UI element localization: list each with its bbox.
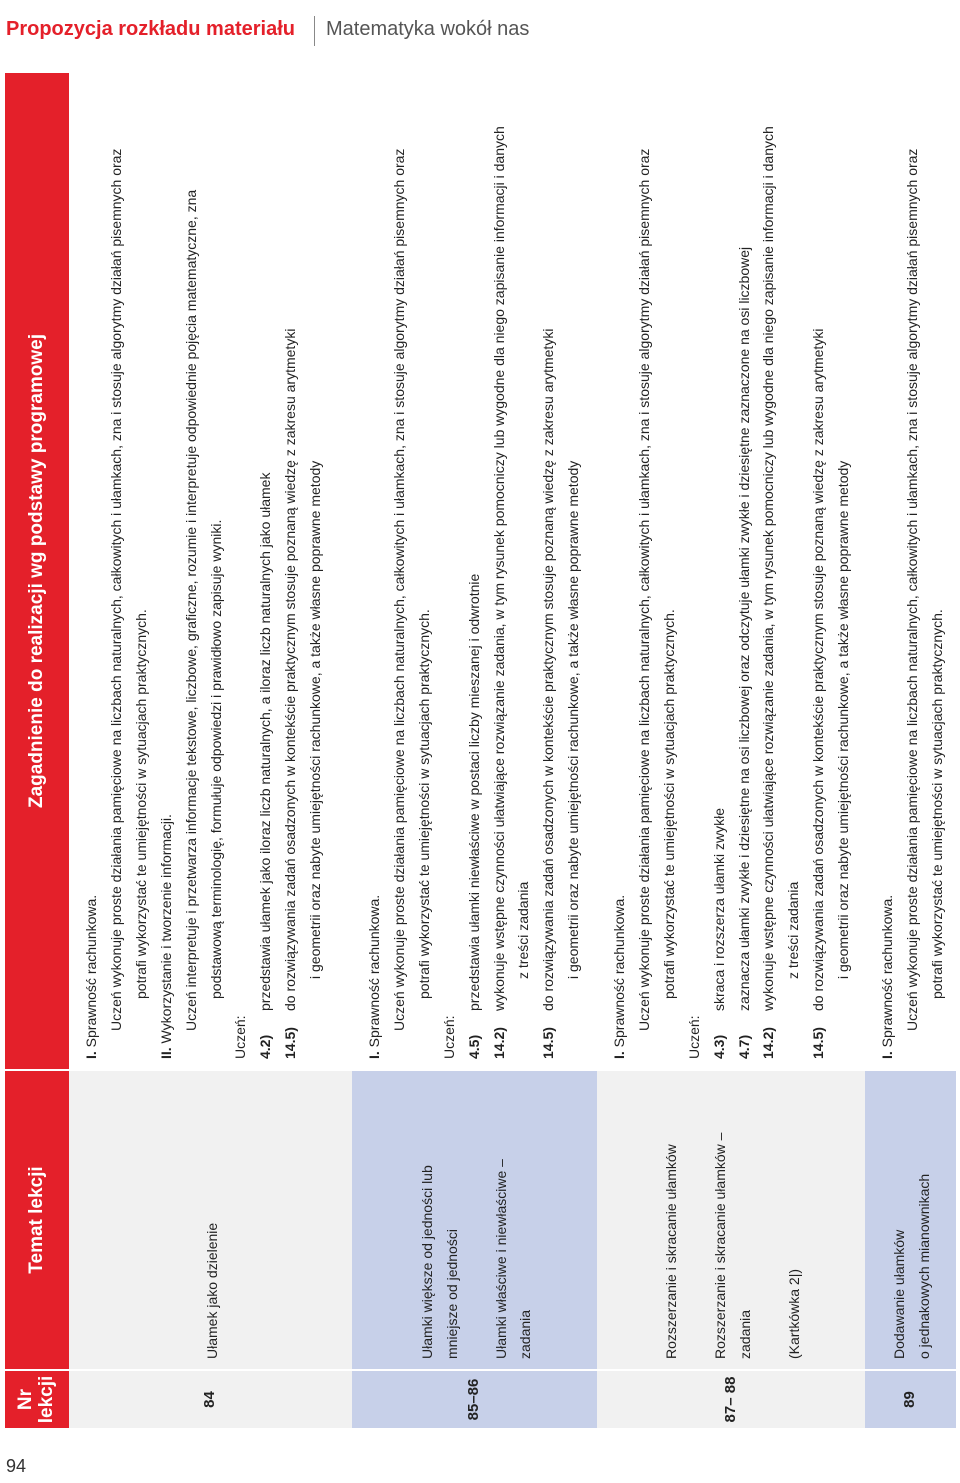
req-line — [875, 83, 900, 1059]
req-text: wykonuje wstępne czynności ułatwiające rozwiązanie zadania, w tym rysunek pomocniczy lub wygodne dla niego zapisanie informacji i danych — [760, 126, 777, 1011]
req-section-title: Wykorzystanie i tworzenie informacji. — [157, 814, 174, 1044]
req-text: przedstawia ułamki niewłaściwe w postaci liczby mieszanej i odwrotnie — [465, 573, 482, 1011]
req-section-number: I. — [879, 1051, 895, 1059]
topic-gap — [465, 1081, 489, 1359]
req-line: Uczeń: — [685, 1015, 702, 1059]
req-text: zaznacza ułamki zwykłe i dziesiętne na osi liczbowej oraz odczytuje ułamki zwykłe i dziesiętne zaznaczone na osi liczbowej — [735, 246, 752, 1011]
table-row — [597, 72, 865, 1428]
req-code: 14.5) — [810, 1027, 827, 1059]
req-line — [462, 83, 487, 1059]
req-line: z treści zadania — [785, 881, 802, 979]
req-line: z treści zadania — [515, 881, 532, 979]
req-text: przedstawia ułamek jako iloraz liczb naturalnych, a iloraz liczb naturalnych jako ułamek — [257, 472, 274, 1011]
lesson-topic — [597, 1070, 865, 1370]
req-line: Uczeń wykonuje proste działania pamięciowe na liczbach naturalnych, całkowitych i ułamkach, zna i stosuje algorytmy działań pisemnych oraz — [635, 148, 652, 1031]
req-text: wykonuje wstępne czynności ułatwiające rozwiązanie zadania, w tym rysunek pomocniczy lub wygodne dla niego zapisanie informacji i danych — [490, 126, 507, 1011]
header-subtitle: Matematyka wokół nas — [326, 18, 530, 40]
topic-line: Rozszerzanie i skracanie ułamków – — [712, 1132, 729, 1359]
req-code: 4.7) — [735, 1034, 752, 1059]
topic-line: zadania — [517, 1309, 534, 1359]
req-line — [756, 83, 781, 1059]
lesson-requirements — [352, 72, 597, 1070]
lesson-requirements — [597, 72, 865, 1070]
req-code: 4.2) — [257, 1034, 274, 1059]
req-line — [607, 83, 632, 1059]
page-number: 94 — [6, 1456, 27, 1476]
req-line: Uczeń interpretuje i przetwarza informacje tekstowe, liczbowe, graficzne, rozumie i interpretuje odpowiednie pojęcia matematyczne, zna — [182, 189, 199, 1031]
req-section-number: I. — [611, 1051, 627, 1059]
req-line — [278, 83, 303, 1059]
header-separator — [314, 16, 315, 46]
req-section-title: Sprawność rachunkowa. — [879, 894, 895, 1048]
req-line — [487, 83, 512, 1059]
req-text: do rozwiązywania zadań osadzonych w kontekście praktycznym stosuje poznaną wiedzę z zakresu arytmetyki — [540, 328, 557, 1011]
curriculum-table — [5, 71, 956, 1428]
topic-line: Ułamki większe od jedności lub — [418, 1165, 435, 1359]
req-text: skraca i rozszerza ułamki zwykłe — [710, 807, 727, 1011]
topic-line: Ułamek jako dzielenie — [204, 1222, 221, 1359]
req-code: 14.2) — [760, 1027, 777, 1059]
lesson-number: 85–86 — [352, 1370, 597, 1428]
header-nr-line2: lekcji — [36, 1375, 57, 1424]
req-line — [154, 83, 179, 1059]
req-line — [362, 83, 387, 1059]
lesson-number: 84 — [69, 1370, 352, 1428]
req-line: potrafi wykorzystać te umiejętności w sytuacjach praktycznych. — [132, 609, 149, 999]
table-row — [352, 72, 597, 1428]
req-text: do rozwiązywania zadań osadzonych w kontekście praktycznym stosuje poznaną wiedzę z zakresu arytmetyki — [810, 328, 827, 1011]
req-line: potrafi wykorzystać te umiejętności w sytuacjach praktycznych. — [415, 609, 432, 999]
header-temat: Temat lekcji — [5, 1070, 69, 1370]
table-row — [69, 72, 352, 1428]
req-code: 4.3) — [710, 1034, 727, 1059]
lesson-number: 89 — [865, 1370, 956, 1428]
req-code: 14.5) — [540, 1027, 557, 1059]
req-line — [806, 83, 831, 1059]
req-line: Uczeń wykonuje proste działania pamięciowe na liczbach naturalnych, całkowitych i ułamkach, zna i stosuje algorytmy działań pisemnych oraz — [390, 148, 407, 1031]
req-section-title: Sprawność rachunkowa. — [611, 894, 627, 1048]
topic-gap — [684, 1081, 708, 1359]
table-row — [865, 72, 956, 1428]
req-line — [536, 83, 561, 1059]
page-header — [0, 0, 960, 62]
req-code: 14.2) — [490, 1027, 507, 1059]
req-line: podstawową terminologię, formułuje odpowiedzi i prawidłowo zapisuje wyniki. — [207, 519, 224, 999]
req-section-number: II. — [157, 1047, 174, 1059]
topic-line: Dodawanie ułamków — [891, 1229, 908, 1359]
req-line: potrafi wykorzystać te umiejętności w sytuacjach praktycznych. — [660, 609, 677, 999]
req-line — [732, 83, 757, 1059]
req-line: Uczeń: — [232, 1015, 249, 1059]
topic-line: Ułamki właściwe i niewłaściwe – — [492, 1159, 509, 1359]
req-code: 4.5) — [465, 1034, 482, 1059]
req-text: do rozwiązywania zadań osadzonych w kontekście praktycznym stosuje poznaną wiedzę z zakresu arytmetyki — [282, 328, 299, 1011]
table-header-row — [5, 72, 69, 1428]
req-line: Uczeń wykonuje proste działania pamięciowe na liczbach naturalnych, całkowitych i ułamkach, zna i stosuje algorytmy działań pisemnych oraz — [107, 148, 124, 1031]
req-section-title: Sprawność rachunkowa. — [83, 894, 99, 1048]
req-section-number: I. — [366, 1051, 382, 1059]
topic-gap — [758, 1081, 782, 1359]
lesson-number: 87– 88 — [597, 1370, 865, 1428]
req-line — [253, 83, 278, 1059]
header-nr-line1: Nr — [15, 1388, 37, 1411]
req-line: i geometrii oraz nabyte umiejętności rachunkowe, a także własne poprawne metody — [565, 460, 582, 979]
curriculum-table-wrapper — [5, 72, 955, 1428]
req-line — [79, 83, 104, 1059]
lesson-topic — [352, 1070, 597, 1370]
topic-line: zadania — [737, 1309, 753, 1359]
header-nr-lekcji — [5, 1370, 69, 1428]
req-line: i geometrii oraz nabyte umiejętności rachunkowe, a także własne poprawne metody — [835, 460, 852, 979]
req-section-title: Sprawność rachunkowa. — [366, 894, 382, 1048]
lesson-requirements — [865, 72, 956, 1070]
req-line: i geometrii oraz nabyte umiejętności rachunkowe, a także własne poprawne metody — [307, 460, 324, 979]
req-line: potrafi wykorzystać te umiejętności w sytuacjach praktycznych. — [928, 609, 945, 999]
req-code: 14.5) — [282, 1027, 299, 1059]
header-zagadnienie: Zagadnienie do realizacji wg podstawy programowej — [5, 72, 69, 1070]
topic-line: o jednakowych mianownikach — [916, 1173, 933, 1359]
req-line — [707, 83, 732, 1059]
req-line: Uczeń: — [440, 1015, 457, 1059]
topic-line: Rozszerzanie i skracanie ułamków — [663, 1144, 680, 1359]
topic-line: mniejsze od jedności — [443, 1229, 460, 1359]
lesson-topic — [69, 1070, 352, 1370]
lesson-topic — [865, 1070, 956, 1370]
lesson-requirements — [69, 72, 352, 1070]
topic-line: (Kartkówka 2|) — [785, 1269, 802, 1359]
req-section-number: I. — [83, 1051, 99, 1059]
header-title: Propozycja rozkładu materiału — [6, 18, 295, 40]
req-line: Uczeń wykonuje proste działania pamięciowe na liczbach naturalnych, całkowitych i ułamkach, zna i stosuje algorytmy działań pisemnych oraz — [903, 148, 920, 1031]
